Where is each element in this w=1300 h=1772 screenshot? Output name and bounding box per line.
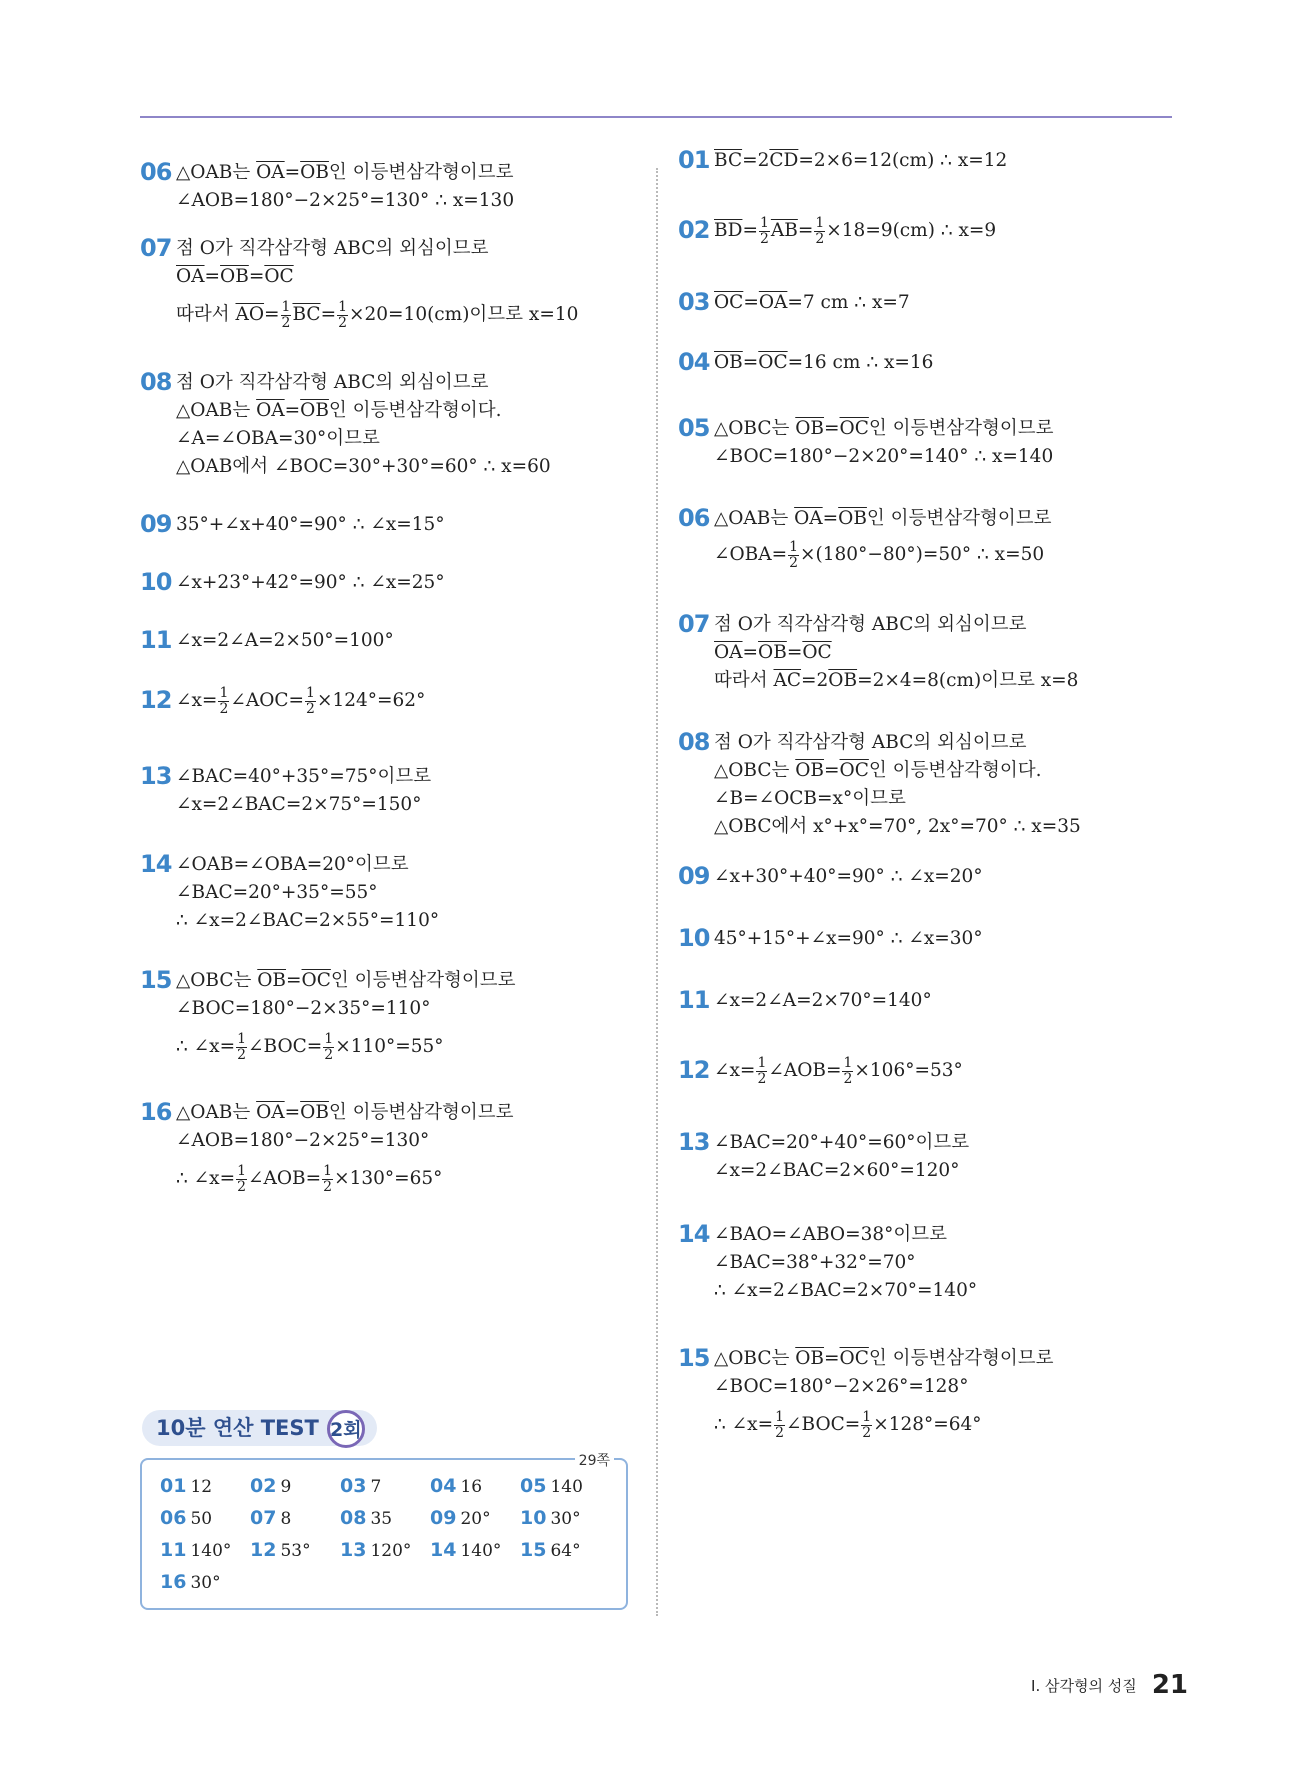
summary-answer-06 (160, 1507, 212, 1529)
problem-number: 15 (678, 1344, 710, 1372)
segment-overline: $\overline{OC}$ (839, 418, 869, 439)
fraction-one-half: $\frac{1}{2}$ (843, 1054, 853, 1087)
segment-overline: $\overline{AC}$ (773, 670, 802, 691)
solution-line: ∠AOB=180°−2×25°=130° (176, 1130, 430, 1151)
summary-answer-number: 03 (340, 1475, 367, 1497)
summary-answer-07 (250, 1507, 291, 1529)
solution-line: ∠x+23°+42°=90° ∴ ∠x=25° (176, 572, 445, 593)
summary-answer-value: 53° (280, 1541, 311, 1561)
segment-overline: $\overline{OA}$ (176, 266, 205, 287)
problem-number: 05 (678, 414, 710, 442)
problem-number: 10 (678, 924, 710, 952)
solution-line: 따라서 $\overline{AO}=$ $\frac{1}{2}$ $\overline{BC}=$ $\frac{1}{2}$ ×20=10(cm)이므로 x=10 (176, 298, 579, 331)
solution-line: ∠x+30°+40°=90° ∴ ∠x=20° (714, 866, 983, 887)
solution-line: ∠BOC=180°−2×26°=128° (714, 1376, 969, 1397)
solution-line: △OBC에서 x°+x°=70°, 2x°=70° ∴ x=35 (714, 816, 1081, 837)
solution-line: ∴ ∠x=2∠BAC=2×55°=110° (176, 910, 440, 931)
top-rule (140, 116, 1172, 118)
segment-overline: $\overline{OB}$ (795, 1348, 825, 1369)
solution-line: ∠BAC=38°+32°=70° (714, 1252, 916, 1273)
problem-number: 13 (678, 1128, 710, 1156)
summary-title (142, 1410, 377, 1446)
segment-overline: $\overline{OC}$ (758, 352, 788, 373)
problem-number: 12 (678, 1056, 710, 1084)
problem-number: 02 (678, 216, 710, 244)
solution-line: ∠x=2∠A=2×50°=100° (176, 630, 394, 651)
segment-overline: $\overline{OC}$ (264, 266, 294, 287)
solution-line: △OAB에서 ∠BOC=30°+30°=60° ∴ x=60 (176, 456, 551, 477)
summary-title-text: 10분 연산 TEST (156, 1416, 319, 1440)
segment-overline: $\overline{OB}$ (795, 418, 825, 439)
problem-number: 01 (678, 146, 710, 174)
solution-line: 35°+∠x+40°=90° ∴ ∠x=15° (176, 514, 445, 535)
segment-overline: $\overline{OA}$ (714, 642, 743, 663)
problem-number: 15 (140, 966, 172, 994)
summary-answer-04 (430, 1475, 482, 1497)
solution-line: ∴ ∠x= $\frac{1}{2}$ ∠BOC= $\frac{1}{2}$ ×110°=55° (176, 1030, 444, 1063)
solution-line: $\overline{OA}=\overline{OB}=\overline{OC}$ (176, 266, 294, 287)
segment-overline: $\overline{OA}$ (256, 162, 285, 183)
summary-answer-number: 10 (520, 1507, 547, 1529)
problem-number: 12 (140, 686, 172, 714)
problem-number: 07 (140, 234, 172, 262)
segment-overline: $\overline{OA}$ (256, 1102, 285, 1123)
segment-overline: $\overline{OC}$ (301, 970, 331, 991)
problem-number: 16 (140, 1098, 172, 1126)
summary-answer-value: 140° (460, 1541, 502, 1561)
summary-answer-value: 50 (190, 1509, 213, 1529)
problem-number: 04 (678, 348, 710, 376)
solution-line: ∠x= $\frac{1}{2}$ ∠AOC= $\frac{1}{2}$ ×124°=62° (176, 684, 426, 717)
summary-answer-number: 07 (250, 1507, 277, 1529)
segment-overline: $\overline{BC}$ (714, 150, 743, 171)
segment-overline: $\overline{OC}$ (839, 760, 869, 781)
segment-overline: $\overline{OC}$ (839, 1348, 869, 1369)
segment-overline: $\overline{CD}$ (769, 150, 799, 171)
segment-overline: $\overline{OB}$ (220, 266, 249, 287)
segment-overline: $\overline{OB}$ (300, 1102, 329, 1123)
problem-number: 06 (678, 504, 710, 532)
fraction-one-half: $\frac{1}{2}$ (757, 1054, 767, 1087)
segment-overline: $\overline{AO}$ (235, 304, 265, 325)
solution-line: ∠A=∠OBA=30°이므로 (176, 428, 380, 449)
problem-number: 03 (678, 288, 710, 316)
segment-overline: $\overline{OC}$ (714, 292, 744, 313)
solution-line: ∠B=∠OCB=x°이므로 (714, 788, 906, 809)
fraction-one-half: $\frac{1}{2}$ (306, 684, 315, 717)
summary-answer-10 (520, 1507, 581, 1529)
solution-line: ∠BOC=180°−2×35°=110° (176, 998, 431, 1019)
solution-line: $\overline{OC}=\overline{OA}=7$ cm ∴ x=7 (714, 292, 910, 313)
summary-answer-11 (160, 1539, 231, 1561)
fraction-one-half: $\frac{1}{2}$ (281, 298, 291, 331)
summary-answer-number: 13 (340, 1539, 367, 1561)
summary-answer-03 (340, 1475, 381, 1497)
fraction-one-half: $\frac{1}{2}$ (338, 298, 347, 331)
page-footer (1031, 1670, 1188, 1700)
problem-number: 11 (678, 986, 710, 1014)
summary-answer-number: 01 (160, 1475, 187, 1497)
problem-number: 06 (140, 158, 172, 186)
fraction-one-half: $\frac{1}{2}$ (237, 1162, 247, 1195)
footer-chapter: I. 삼각형의 성질 (1031, 1677, 1137, 1695)
segment-overline: $\overline{BC}$ (292, 304, 321, 325)
solution-line: ∠BOC=180°−2×20°=140° ∴ x=140 (714, 446, 1054, 467)
summary-answer-05 (520, 1475, 583, 1497)
fraction-one-half: $\frac{1}{2}$ (789, 538, 799, 571)
solution-line: △OBC는 $\overline{OB}=\overline{OC}$인 이등변삼각형이므로 (176, 970, 516, 991)
solution-line: 따라서 $\overline{AC}=2\overline{OB}=2\times 4=8(cm)$이므로 x=8 (714, 670, 1079, 691)
summary-answer-value: 9 (280, 1477, 292, 1497)
problem-number: 09 (140, 510, 172, 538)
summary-test-box (140, 1410, 630, 1610)
summary-answer-value: 30° (190, 1573, 221, 1593)
problem-number: 09 (678, 862, 710, 890)
solution-line: △OAB는 $\overline{OA}=\overline{OB}$인 이등변삼각형이다. (176, 400, 502, 421)
solution-line: ∠x=2∠BAC=2×75°=150° (176, 794, 422, 815)
segment-overline: $\overline{OB}$ (714, 352, 743, 373)
segment-overline: $\overline{OB}$ (300, 400, 329, 421)
solution-line: △OBC는 $\overline{OB}=\overline{OC}$인 이등변삼각형이다. (714, 760, 1042, 781)
problem-number: 08 (678, 728, 710, 756)
solution-line: ∠x=2∠A=2×70°=140° (714, 990, 932, 1011)
summary-answer-number: 14 (430, 1539, 457, 1561)
summary-answer-01 (160, 1475, 212, 1497)
footer-page-number: 21 (1151, 1670, 1188, 1700)
solution-line: ∠OBA= $\frac{1}{2}$ ×(180°−80°)=50° ∴ x=50 (714, 538, 1045, 571)
solution-line: $\overline{OA}=\overline{OB}=\overline{OC}$ (714, 642, 832, 663)
segment-overline: $\overline{OA}$ (758, 292, 788, 313)
segment-overline: $\overline{OB}$ (828, 670, 858, 691)
solution-line: 45°+15°+∠x=90° ∴ ∠x=30° (714, 928, 983, 949)
fraction-one-half: $\frac{1}{2}$ (323, 1162, 333, 1195)
solution-line: △OAB는 $\overline{OA}=\overline{OB}$인 이등변삼각형이므로 (176, 1102, 514, 1123)
summary-answer-02 (250, 1475, 291, 1497)
summary-page-ref: 29쪽 (575, 1450, 614, 1470)
segment-overline: $\overline{AB}$ (770, 220, 798, 241)
solution-line: 점 O가 직각삼각형 ABC의 외심이므로 (176, 238, 489, 259)
summary-answer-number: 15 (520, 1539, 547, 1561)
problem-number: 08 (140, 368, 172, 396)
fraction-one-half: $\frac{1}{2}$ (775, 1408, 785, 1441)
solution-line: $\overline{BC}=2\overline{CD}=2\times 6=12(cm)$ ∴ x=12 (714, 150, 1008, 171)
summary-answer-number: 16 (160, 1571, 187, 1593)
solution-line: ∠BAC=20°+35°=55° (176, 882, 378, 903)
segment-overline: $\overline{OB}$ (795, 760, 825, 781)
solution-line: ∠BAC=40°+35°=75°이므로 (176, 766, 432, 787)
solution-line: ∠x=2∠BAC=2×60°=120° (714, 1160, 960, 1181)
solution-line: ∠BAC=20°+40°=60°이므로 (714, 1132, 970, 1153)
fraction-one-half: $\frac{1}{2}$ (324, 1030, 334, 1063)
summary-answer-number: 04 (430, 1475, 457, 1497)
summary-answer-number: 06 (160, 1507, 187, 1529)
solution-line: ∠OAB=∠OBA=20°이므로 (176, 854, 409, 875)
solution-line: △OBC는 $\overline{OB}=\overline{OC}$인 이등변삼각형이므로 (714, 418, 1054, 439)
summary-answer-number: 05 (520, 1475, 547, 1497)
summary-answer-value: 8 (280, 1509, 292, 1529)
summary-answer-number: 12 (250, 1539, 277, 1561)
solution-line: ∠BAO=∠ABO=38°이므로 (714, 1224, 947, 1245)
summary-answer-value: 140° (190, 1541, 232, 1561)
summary-answer-number: 08 (340, 1507, 367, 1529)
solution-line: 점 O가 직각삼각형 ABC의 외심이므로 (714, 614, 1027, 635)
solution-line: $\overline{BD}=$ $\frac{1}{2}$ $\overline{AB}=$ $\frac{1}{2}$ ×18=9(cm) ∴ x=9 (714, 214, 997, 247)
fraction-one-half: $\frac{1}{2}$ (759, 214, 769, 247)
solution-line: △OBC는 $\overline{OB}=\overline{OC}$인 이등변삼각형이므로 (714, 1348, 1054, 1369)
solution-line: 점 O가 직각삼각형 ABC의 외심이므로 (176, 372, 489, 393)
summary-answer-12 (250, 1539, 311, 1561)
summary-answer-value: 12 (190, 1477, 213, 1497)
solution-line: ∴ ∠x= $\frac{1}{2}$ ∠AOB= $\frac{1}{2}$ ×130°=65° (176, 1162, 443, 1195)
solution-line: ∴ ∠x= $\frac{1}{2}$ ∠BOC= $\frac{1}{2}$ ×128°=64° (714, 1408, 982, 1441)
segment-overline: $\overline{OB}$ (300, 162, 329, 183)
segment-overline: $\overline{OA}$ (256, 400, 285, 421)
problem-number: 13 (140, 762, 172, 790)
fraction-one-half: $\frac{1}{2}$ (862, 1408, 872, 1441)
summary-answer-number: 11 (160, 1539, 187, 1561)
problem-number: 10 (140, 568, 172, 596)
summary-answer-15 (520, 1539, 581, 1561)
summary-answer-value: 35 (370, 1509, 393, 1529)
summary-answer-value: 7 (370, 1477, 382, 1497)
solution-line: △OAB는 $\overline{OA}=\overline{OB}$인 이등변삼각형이므로 (176, 162, 514, 183)
segment-overline: $\overline{OA}$ (794, 508, 823, 529)
summary-answer-value: 30° (550, 1509, 581, 1529)
solution-line: $\overline{OB}=\overline{OC}=16$ cm ∴ x=16 (714, 352, 934, 373)
segment-overline: $\overline{OC}$ (802, 642, 832, 663)
solution-line: ∴ ∠x=2∠BAC=2×70°=140° (714, 1280, 978, 1301)
segment-overline: $\overline{OB}$ (838, 508, 867, 529)
summary-answer-13 (340, 1539, 411, 1561)
solution-line: 점 O가 직각삼각형 ABC의 외심이므로 (714, 732, 1027, 753)
fraction-one-half: $\frac{1}{2}$ (237, 1030, 247, 1063)
solution-line: △OAB는 $\overline{OA}=\overline{OB}$인 이등변삼각형이므로 (714, 508, 1052, 529)
summary-answer-value: 120° (370, 1541, 412, 1561)
problem-number: 07 (678, 610, 710, 638)
summary-answer-value: 140 (550, 1477, 583, 1497)
summary-answer-value: 20° (460, 1509, 491, 1529)
segment-overline: $\overline{OB}$ (758, 642, 787, 663)
column-divider (656, 168, 658, 1616)
solution-line: ∠x= $\frac{1}{2}$ ∠AOB= $\frac{1}{2}$ ×106°=53° (714, 1054, 963, 1087)
summary-answer-number: 02 (250, 1475, 277, 1497)
summary-answer-09 (430, 1507, 491, 1529)
solution-line: ∠AOB=180°−2×25°=130° ∴ x=130 (176, 190, 515, 211)
problem-number: 14 (678, 1220, 710, 1248)
problem-number: 11 (140, 626, 172, 654)
problem-number: 14 (140, 850, 172, 878)
summary-answer-value: 64° (550, 1541, 581, 1561)
fraction-one-half: $\frac{1}{2}$ (219, 684, 229, 717)
segment-overline: $\overline{OB}$ (257, 970, 287, 991)
summary-answer-number: 09 (430, 1507, 457, 1529)
summary-round-badge: 2회 (327, 1410, 365, 1448)
segment-overline: $\overline{BD}$ (714, 220, 743, 241)
fraction-one-half: $\frac{1}{2}$ (815, 214, 825, 247)
summary-answer-14 (430, 1539, 501, 1561)
summary-answer-08 (340, 1507, 392, 1529)
summary-answer-value: 16 (460, 1477, 483, 1497)
summary-answer-16 (160, 1571, 221, 1593)
